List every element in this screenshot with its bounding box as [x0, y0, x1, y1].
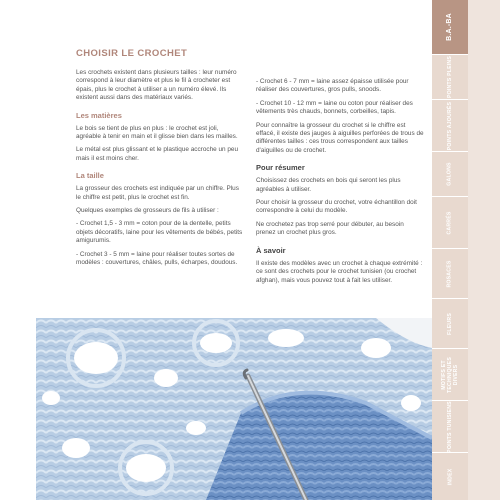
- paragraph: La grosseur des crochets est indiquée par un chiffre. Plus le chiffre est petit, plus le crochet est fin.: [76, 185, 239, 201]
- article-title: CHOISIR LE CROCHET: [76, 48, 188, 59]
- tab-label: FLEURS: [446, 312, 453, 335]
- tab-points-tunisiens[interactable]: [432, 401, 468, 453]
- tab-label: POINTS AJOURÉS: [447, 101, 454, 150]
- article-left-column: [76, 48, 244, 273]
- tab-label: CARRÉS: [446, 210, 453, 235]
- paragraph: Pour connaître la grosseur du crochet si le chiffre est effacé, il existe des jauges à aiguilles perforées de trous de différentes tailles : ces trous correspondent aux tailles d'aiguilles ou de crochet.: [256, 121, 424, 154]
- resumer-heading: Pour résumer: [256, 163, 305, 173]
- crochet-photo-illustration: [36, 318, 432, 500]
- tab-label: GALONS: [447, 162, 453, 186]
- tab-motifs-et-techniques-divers[interactable]: [432, 349, 468, 401]
- paragraph: - Crochet 6 - 7 mm = laine assez épaisse utilisée pour réaliser des couvertures, gros pulls, snoods.: [256, 78, 409, 94]
- paragraph: Il existe des modèles avec un crochet à chaque extrémité : ce sont des crochets pour le crochet tunisien (ou crochet afghan), mais vous pouvez tout à fait les utiliser.: [256, 259, 423, 284]
- paragraph: Choisissez des crochets en bois qui seront les plus agréables à utiliser.: [256, 177, 401, 193]
- tab-galons[interactable]: [432, 152, 468, 197]
- savoir-heading: À savoir: [256, 245, 286, 255]
- crochet-photo: [36, 318, 432, 500]
- intro-paragraph: Les crochets existent dans plusieurs tailles : leur numéro correspond à leur diamètre et plus le fil à crocheter est épais, plus le crochet à utiliser a un numéro élevé. Ils existent aussi dans des matériaux variés.: [76, 69, 237, 102]
- tab-label: B.A.-BA: [446, 13, 453, 41]
- tab-label: INDEX: [446, 468, 453, 485]
- paragraph: Quelques exemples de grosseurs de fils à utiliser :: [76, 207, 219, 215]
- tab-points-ajoures[interactable]: [432, 100, 468, 152]
- paragraph: Le métal est plus glissant et le plastique accroche un peu mais il est moins cher.: [76, 146, 238, 162]
- taille-heading: La taille: [76, 171, 104, 181]
- tab-index[interactable]: [432, 453, 468, 500]
- paragraph: - Crochet 3 - 5 mm = laine pour réaliser toutes sortes de modèles : couvertures, châles, pulls, écharpes, doudous.: [76, 250, 238, 267]
- tab-carres[interactable]: [432, 197, 468, 249]
- section-tabs: [432, 0, 500, 500]
- paragraph: Le bois se tient de plus en plus : le crochet est joli, agréable à tenir en main et il glisse bien dans les mailles.: [76, 124, 238, 141]
- tab-label: POINTS PLEINS: [447, 55, 453, 99]
- paragraph: - Crochet 1,5 - 3 mm = coton pour de la dentelle, petits objets décoratifs, laine pour les vêtements de bébés, petits amigurumis.: [76, 220, 243, 245]
- paragraph: - Crochet 10 - 12 mm = laine ou coton pour réaliser des vêtements très chauds, bonnets, corbeilles, tapis.: [256, 99, 413, 116]
- tab-label: POINTS TUNISIENS: [447, 400, 453, 453]
- tab-fleurs[interactable]: [432, 299, 468, 349]
- tab-points-pleins[interactable]: [432, 55, 468, 100]
- tab-label: MOTIFS ET TECHNIQUES DIVERS: [441, 356, 460, 393]
- tab-ba-ba[interactable]: [432, 0, 468, 55]
- paragraph: Ne crochetez pas trop serré pour débuter, au besoin prenez un crochet plus gros.: [256, 220, 404, 237]
- tab-label: ROSACES: [447, 259, 453, 288]
- article-right-column: [256, 78, 424, 290]
- matieres-heading: Les matières: [76, 110, 122, 120]
- paragraph: Pour choisir la grosseur du crochet, votre échantillon doit correspondre à celui du modèle.: [256, 199, 417, 215]
- article: [68, 48, 424, 318]
- tab-rosaces[interactable]: [432, 249, 468, 299]
